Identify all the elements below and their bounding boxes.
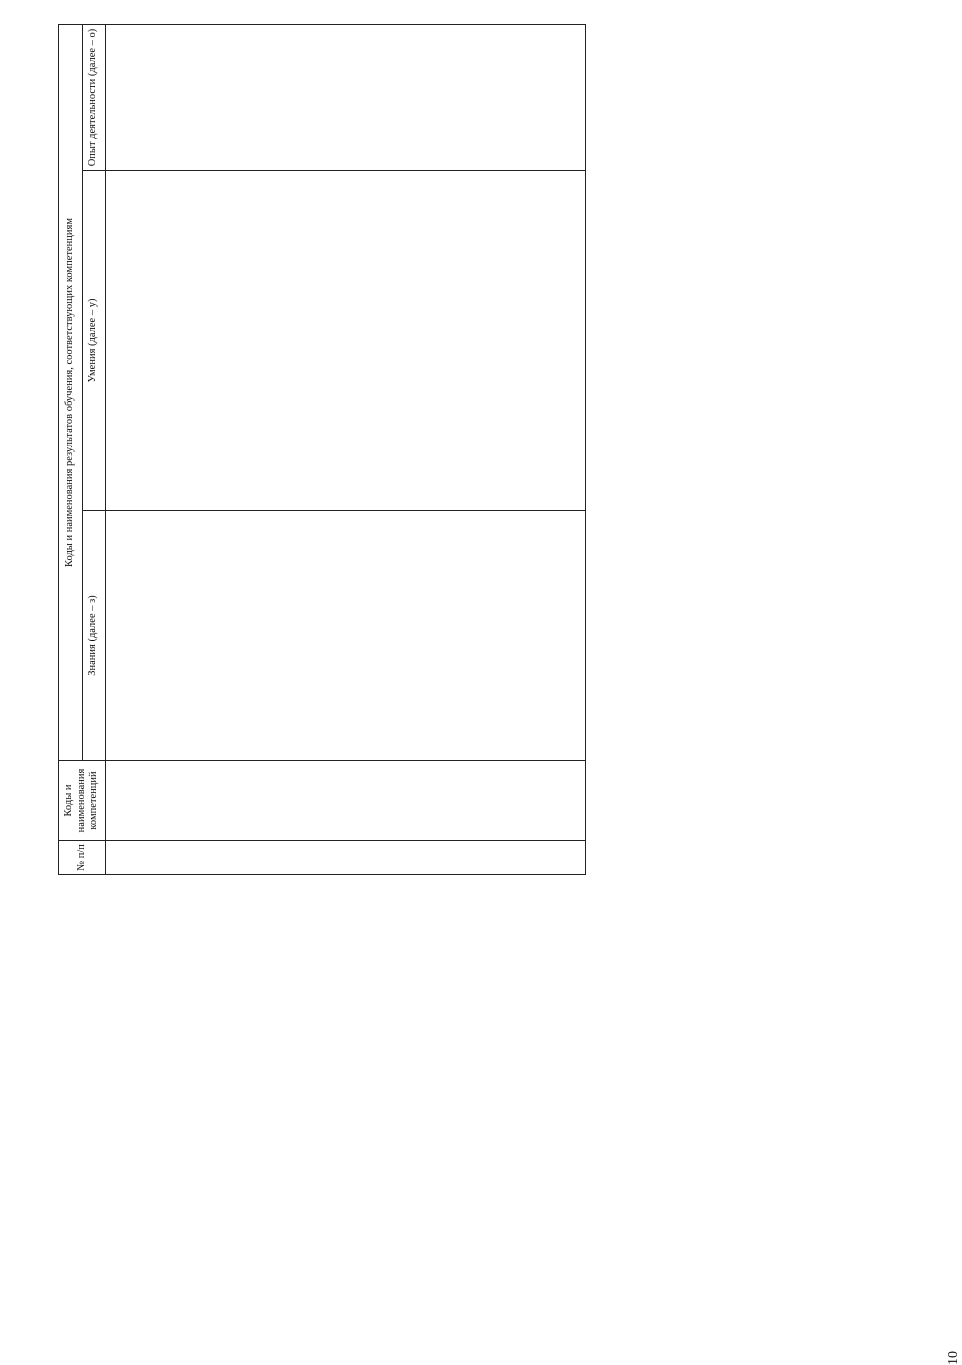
document-table-rotator xyxy=(58,25,586,875)
header-number: № п/п xyxy=(59,841,106,875)
cell-number xyxy=(106,841,586,875)
competency-table xyxy=(58,24,586,875)
cell-skills xyxy=(106,171,586,511)
header-group: Коды и наименования результатов обучения, соответствующих компетенциям xyxy=(59,24,83,760)
header-knowledge: Знания (далее – з) xyxy=(82,511,106,761)
cell-experience xyxy=(106,24,586,170)
cell-knowledge xyxy=(106,511,586,761)
table-row xyxy=(106,24,586,874)
header-code: Коды и наименования компетенций xyxy=(59,761,106,841)
header-experience: Опыт деятельности (далее – о) xyxy=(82,24,106,170)
header-row-1 xyxy=(59,24,83,874)
cell-code xyxy=(106,761,586,841)
page-number: 10 xyxy=(946,1351,961,1365)
header-skills: Умения (далее – у) xyxy=(82,171,106,511)
header-row-2 xyxy=(82,24,106,874)
